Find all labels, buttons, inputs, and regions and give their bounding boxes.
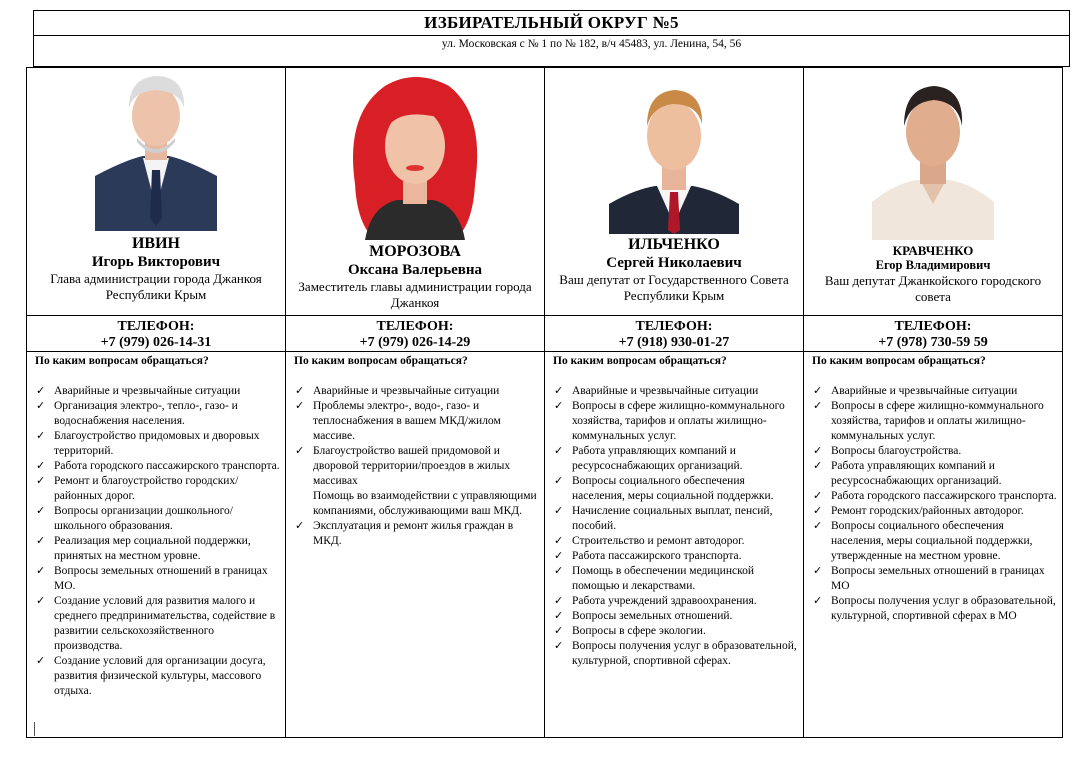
checkmark-icon: ✓ [295,520,305,532]
issue-item [812,444,1062,459]
issue-text: Вопросы социального обеспечения населения, меры социальной поддержки. [572,475,774,502]
checkmark-icon: ✓ [36,475,46,487]
issue-item [553,624,803,639]
issue-item [35,564,285,594]
issue-text: Работа управляющих компаний и ресурсоснабжающих организаций. [572,445,743,472]
checkmark-icon: ✓ [36,400,46,412]
checkmark-icon: ✓ [813,595,823,607]
checkmark-icon: ✓ [36,535,46,547]
checkmark-icon: ✓ [554,565,564,577]
issue-text: Эксплуатация и ремонт жилья граждан в МКД. [313,520,514,547]
district-header [33,10,1070,67]
issues-list [553,384,803,669]
issue-text: Помощь в обеспечении медицинской помощью и лекарствами. [572,565,754,592]
issues-cell-3 [545,352,804,737]
candidate-info-4 [804,243,1062,305]
issues-title: По каким вопросам обращаться? [553,355,727,367]
issue-item [35,474,285,504]
issues-cell-2 [286,352,545,737]
candidate-card-2 [286,68,545,316]
issues-list [294,384,544,549]
issue-item [553,534,803,549]
issue-text: Реализация мер социальной поддержки, принятых на местном уровне. [54,535,251,562]
phone-label: ТЕЛЕФОН: [635,319,713,334]
portrait-photo-3 [609,74,739,234]
portrait-photo-2 [345,74,485,240]
issue-item [35,594,285,654]
phone-number: +7 (978) 730-59 59 [878,335,988,350]
issues-list [35,384,285,699]
issues-title: По каким вопросам обращаться? [35,355,209,367]
candidate-position: Заместитель главы администрации города Джанкоя [298,279,532,310]
candidate-info-1 [27,235,285,303]
issue-item [812,489,1062,504]
issue-item [553,549,803,564]
issue-item [294,489,544,519]
portrait-photo-4 [872,80,994,240]
candidate-card-3 [545,68,804,316]
checkmark-icon: ✓ [36,430,46,442]
phone-cell-3 [545,316,804,352]
portrait-gray-hair-man-icon [95,68,217,231]
issue-text: Организация электро-, тепло-, газо- и водоснабжения населения. [54,400,238,427]
issue-text: Аварийные и чрезвычайные ситуации [572,385,759,397]
issue-text: Работа управляющих компаний и ресурсоснабжающих организаций. [831,460,1002,487]
issue-text: Аварийные и чрезвычайные ситуации [831,385,1018,397]
issue-text: Вопросы благоустройства. [831,445,962,457]
issue-text: Вопросы в сфере жилищно-коммунального хозяйства, тарифов и оплаты жилищно-коммунальных услуг. [831,400,1044,442]
issue-text: Вопросы земельных отношений в границах МО. [54,565,268,592]
phone-cell-1 [27,316,286,352]
district-address: ул. Московская с № 1 по № 182, в/ч 45483, ул. Ленина, 54, 56 [441,38,742,50]
issue-item [553,564,803,594]
checkmark-icon: ✓ [813,385,823,397]
issue-text: Начисление социальных выплат, пенсий, пособий. [572,505,773,532]
issue-item [812,459,1062,489]
issue-item [35,504,285,534]
phone-number: +7 (918) 930-01-27 [618,335,730,350]
issue-item [553,444,803,474]
issue-item [294,399,544,444]
candidates-table [26,67,1063,738]
issue-item [812,594,1062,624]
checkmark-icon: ✓ [813,520,823,532]
issue-item [35,384,285,399]
phone-label: ТЕЛЕФОН: [376,319,454,334]
issue-text: Работа городского пассажирского транспорта. [54,460,280,472]
issues-cell-1 [27,352,286,737]
checkmark-icon: ✓ [813,490,823,502]
issue-item [553,639,803,669]
checkmark-icon: ✓ [813,505,823,517]
candidate-card-4 [804,68,1062,316]
issue-text: Вопросы получения услуг в образовательной, культурной, спортивной сферах в МО [831,595,1056,622]
issues-title: По каким вопросам обращаться? [294,355,468,367]
candidate-position: Глава администрации города Джанкоя Республики Крым [50,271,262,302]
issue-item [35,399,285,429]
portrait-red-hair-woman-icon [345,74,485,240]
candidate-surname: МОРОЗОВА [369,243,461,260]
issue-text: Благоустройство придомовых и дворовых территорий. [54,430,260,457]
portrait-young-man-white-shirt-icon [872,80,994,240]
checkmark-icon: ✓ [295,445,305,457]
issue-item [35,429,285,459]
checkmark-icon: ✓ [554,595,564,607]
issues-cell-4 [804,352,1062,737]
issues-list [812,384,1062,624]
issue-item [35,534,285,564]
issue-text: Вопросы в сфере жилищно-коммунального хозяйства, тарифов и оплаты жилищно-коммунальных услуг. [572,400,785,442]
issues-title: По каким вопросам обращаться? [812,355,986,367]
issue-text: Вопросы земельных отношений. [572,610,733,622]
issue-text: Аварийные и чрезвычайные ситуации [313,385,500,397]
checkmark-icon: ✓ [36,385,46,397]
checkmark-icon: ✓ [554,550,564,562]
candidate-card-1 [27,68,286,316]
issue-item [294,444,544,489]
candidate-name: Игорь Викторович [91,254,221,270]
issue-text: Создание условий для организации досуга, развития физической культуры, массового отдыха. [54,655,266,697]
checkmark-icon: ✓ [554,535,564,547]
issue-text: Вопросы в сфере экологии. [572,625,706,637]
checkmark-icon: ✓ [554,640,564,652]
checkmark-icon: ✓ [554,385,564,397]
issue-text: Строительство и ремонт автодорог. [572,535,745,547]
checkmark-icon: ✓ [813,565,823,577]
candidate-surname: КРАВЧЕНКО [892,243,974,258]
issue-item [553,504,803,534]
checkmark-icon: ✓ [295,400,305,412]
issue-item [553,384,803,399]
issue-item [812,519,1062,564]
candidate-position: Ваш депутат от Государственного Совета Республики Крым [559,272,789,303]
issue-text: Вопросы социального обеспечения населения, меры социальной поддержки, утвержденные на местном уровне. [831,520,1033,562]
checkmark-icon: ✓ [36,595,46,607]
phone-number: +7 (979) 026-14-29 [359,335,471,350]
issue-text: Работа пассажирского транспорта. [572,550,742,562]
issue-item [812,384,1062,399]
checkmark-icon: ✓ [813,445,823,457]
checkmark-icon: ✓ [36,460,46,472]
phone-label: ТЕЛЕФОН: [894,319,972,334]
phone-cell-4 [804,316,1062,352]
checkmark-icon: ✓ [554,610,564,622]
candidate-info-3 [545,236,803,304]
issue-item [812,399,1062,444]
checkmark-icon: ✓ [554,400,564,412]
issue-text: Работа учреждений здравоохранения. [572,595,757,607]
checkmark-icon: ✓ [36,505,46,517]
checkmark-icon: ✓ [36,565,46,577]
issue-item [553,609,803,624]
checkmark-icon: ✓ [554,475,564,487]
text-cursor [34,722,35,736]
issue-item [553,399,803,444]
checkmark-icon: ✓ [554,505,564,517]
issue-text: Вопросы организации дошкольного/школьного образования. [54,505,234,532]
candidate-name: Сергей Николаевич [606,255,742,271]
issue-item [812,504,1062,519]
checkmark-icon: ✓ [813,400,823,412]
phone-cell-2 [286,316,545,352]
issue-text: Создание условий для развития малого и среднего предпринимательства, содействие в развитии сельскохозяйственного производства. [54,595,276,652]
phone-label: ТЕЛЕФОН: [117,319,195,334]
candidate-name: Оксана Валерьевна [347,262,483,278]
issue-text: Помощь во взаимодействии с управляющими компаниями, обслуживающими ваш МКД. [313,490,537,517]
issue-text: Вопросы земельных отношений в границах МО [831,565,1045,592]
issue-item [553,474,803,504]
issue-text: Работа городского пассажирского транспорта. [831,490,1057,502]
candidate-surname: ИВИН [131,235,180,252]
issue-text: Благоустройство вашей придомовой и дворовой территории/проездов в жилых массивах [313,445,511,487]
candidate-position: Ваш депутат Джанкойского городского совета [824,273,1042,304]
checkmark-icon: ✓ [813,460,823,472]
candidate-info-2 [286,243,544,311]
issue-item [35,459,285,474]
issue-text: Аварийные и чрезвычайные ситуации [54,385,241,397]
checkmark-icon: ✓ [554,445,564,457]
district-title: ИЗБИРАТЕЛЬНЫЙ ОКРУГ №5 [34,11,1069,36]
checkmark-icon: ✓ [295,385,305,397]
issue-item [35,654,285,699]
candidate-surname: ИЛЬЧЕНКО [628,236,720,253]
issue-item [812,564,1062,594]
portrait-red-tie-man-icon [609,74,739,234]
checkmark-icon: ✓ [554,625,564,637]
issue-item [553,594,803,609]
issue-text: Ремонт городских/районных автодорог. [831,505,1024,517]
portrait-photo-1 [95,68,217,231]
issue-text: Вопросы получения услуг в образовательной, культурной, спортивной сферах. [572,640,797,667]
issue-item [294,519,544,549]
checkmark-icon: ✓ [36,655,46,667]
phone-number: +7 (979) 026-14-31 [100,335,212,350]
issue-text: Проблемы электро-, водо-, газо- и теплоснабжения в вашем МКД/жилом массиве. [313,400,501,442]
issue-item [294,384,544,399]
candidate-name: Егор Владимирович [875,258,991,272]
issue-text: Ремонт и благоустройство городских/районных дорог. [54,475,239,502]
